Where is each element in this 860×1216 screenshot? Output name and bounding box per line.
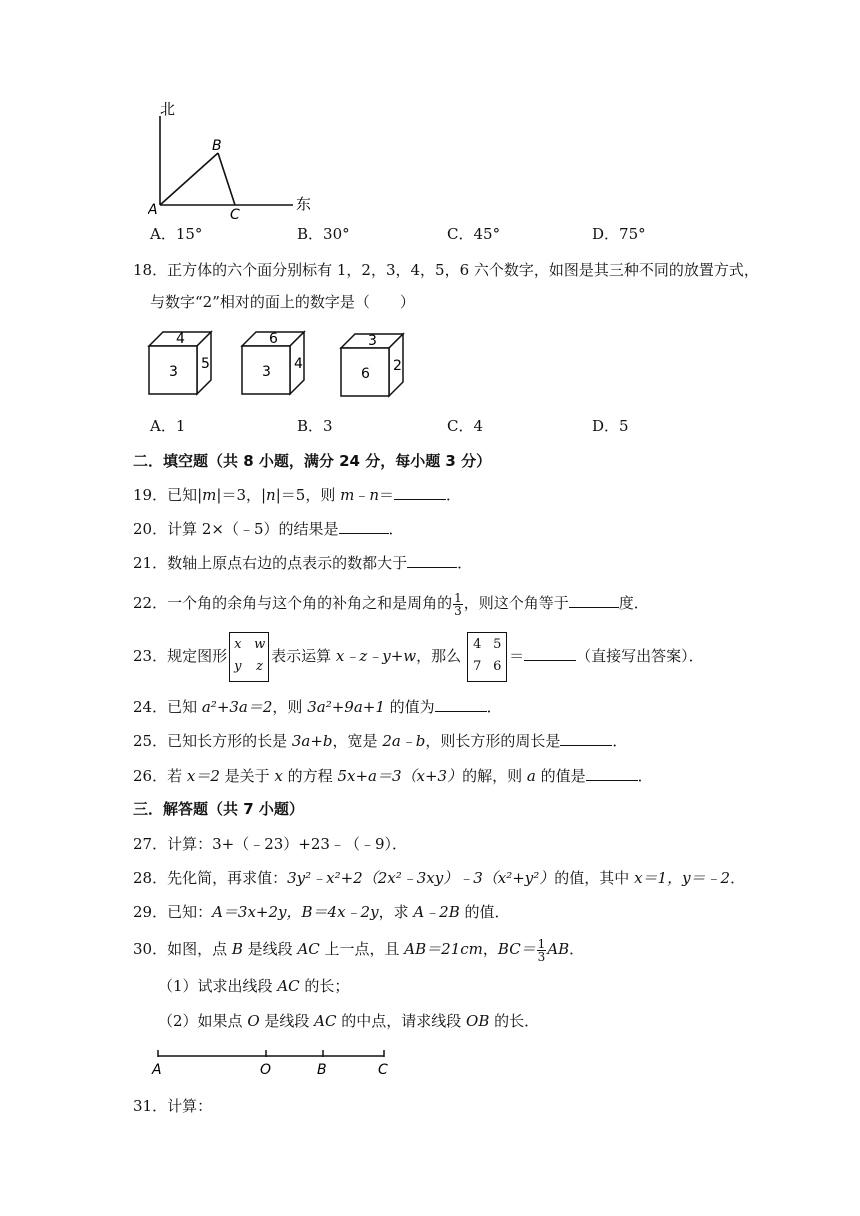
cube-3-front: 6 bbox=[361, 366, 370, 382]
operation-box-template: x w y z bbox=[229, 632, 269, 682]
cube-2-top: 6 bbox=[269, 331, 278, 347]
q18-option-d: D．5 bbox=[592, 417, 629, 435]
question-29: 29．已知：A＝3x+2y，B＝4x﹣2y，求 A﹣2B 的值． bbox=[133, 903, 510, 921]
segment-bc bbox=[218, 153, 235, 205]
north-label: 北 bbox=[160, 100, 176, 118]
q17-option-c: C．45° bbox=[447, 225, 501, 243]
q17-option-d: D．75° bbox=[592, 225, 646, 243]
q23-answer-blank[interactable] bbox=[524, 646, 576, 661]
question-19: 19．已知|m|＝3，|n|＝5，则 m﹣n＝ ． bbox=[133, 486, 462, 504]
q20-answer-blank[interactable] bbox=[339, 519, 389, 534]
question-23: 23．规定图形 x w y z 表示运算 x﹣z﹣y+w，那么 4 5 7 6 ＝ （直接写出答案）． bbox=[133, 630, 704, 682]
question-30-part-2: （2）如果点 O 是线段 AC 的中点，请求线段 OB 的长． bbox=[158, 1012, 540, 1030]
figure-30-segment bbox=[150, 1044, 400, 1078]
cube-2-right: 4 bbox=[294, 356, 303, 372]
question-20: 20．计算 2×（﹣5）的结果是 ． bbox=[133, 520, 404, 538]
cube-3 bbox=[337, 330, 407, 402]
operation-box-numbers: 4 5 7 6 bbox=[467, 632, 507, 682]
point-b-label: B bbox=[212, 138, 222, 154]
q26-answer-blank[interactable] bbox=[586, 766, 638, 781]
q18-line-2: 与数字“2”相对的面上的数字是（ ） bbox=[150, 293, 415, 311]
section-3-heading: 三．解答题（共 7 小题） bbox=[133, 800, 304, 818]
q18-option-c: C．4 bbox=[447, 417, 484, 435]
question-21: 21．数轴上原点右边的点表示的数都大于 ． bbox=[133, 554, 473, 572]
segment-point-a: A bbox=[152, 1062, 162, 1078]
segment-point-b: B bbox=[317, 1062, 327, 1078]
cube-1-top: 4 bbox=[176, 331, 185, 347]
q18-line-1: 18．正方体的六个面分别标有 1，2，3，4，5，6 六个数字，如图是其三种不同的放置方式， bbox=[133, 261, 759, 279]
cube-1 bbox=[145, 328, 215, 400]
q18-option-b: B．3 bbox=[297, 417, 333, 435]
point-a-label: A bbox=[148, 202, 158, 218]
segment-ab bbox=[160, 153, 218, 205]
cube-3-right: 2 bbox=[393, 358, 402, 374]
east-label: 东 bbox=[296, 195, 312, 213]
segment-point-o: O bbox=[260, 1062, 272, 1078]
cube-2-front: 3 bbox=[262, 364, 271, 380]
cube-3-top: 3 bbox=[368, 333, 377, 349]
q22-answer-blank[interactable] bbox=[569, 593, 619, 608]
question-31: 31．计算： bbox=[133, 1097, 213, 1115]
question-28: 28．先化简，再求值：3y²﹣x²+2（2x²﹣3xy）﹣3（x²+y²）的值，其中 x＝1，y＝﹣2． bbox=[133, 869, 746, 887]
question-30: 30．如图，点 B 是线段 AC 上一点，且 AB＝21cm，BC＝ $\frac{1}{3}$ AB． bbox=[133, 936, 585, 964]
q21-answer-blank[interactable] bbox=[407, 553, 457, 568]
question-25: 25．已知长方形的长是 3a+b，宽是 2a﹣b，则长方形的周长是 ． bbox=[133, 732, 628, 750]
question-24: 24．已知 a²+3a＝2，则 3a²+9a+1 的值为 ． bbox=[133, 698, 502, 716]
section-2-heading: 二．填空题（共 8 小题，满分 24 分，每小题 3 分） bbox=[133, 452, 492, 470]
q17-option-b: B．30° bbox=[297, 225, 350, 243]
cube-2 bbox=[238, 328, 308, 400]
question-22: 22．一个角的余角与这个角的补角之和是周角的 $\frac{1}{3}$ ，则这个角等于 度． bbox=[133, 590, 649, 618]
cube-1-right: 5 bbox=[201, 356, 210, 372]
point-c-label: C bbox=[230, 207, 240, 220]
question-30-part-1: （1）试求出线段 AC 的长； bbox=[158, 977, 350, 995]
fraction-one-third-bc: $\frac{1}{3}$ bbox=[537, 936, 546, 964]
cube-1-front: 3 bbox=[169, 364, 178, 380]
fraction-one-third: $\frac{1}{3}$ bbox=[454, 590, 462, 618]
question-27: 27．计算：3+（﹣23）+23﹣（﹣9）． bbox=[133, 835, 407, 853]
q18-option-a: A．1 bbox=[150, 417, 186, 435]
figure-17-direction bbox=[148, 98, 328, 220]
q25-answer-blank[interactable] bbox=[560, 731, 612, 746]
segment-point-c: C bbox=[378, 1062, 388, 1078]
question-26: 26．若 x＝2 是关于 x 的方程 5x+a＝3（x+3）的解，则 a 的值是 ． bbox=[133, 767, 653, 785]
q24-answer-blank[interactable] bbox=[435, 697, 487, 712]
q19-answer-blank[interactable] bbox=[394, 485, 446, 500]
q17-option-a: A．15° bbox=[150, 225, 203, 243]
